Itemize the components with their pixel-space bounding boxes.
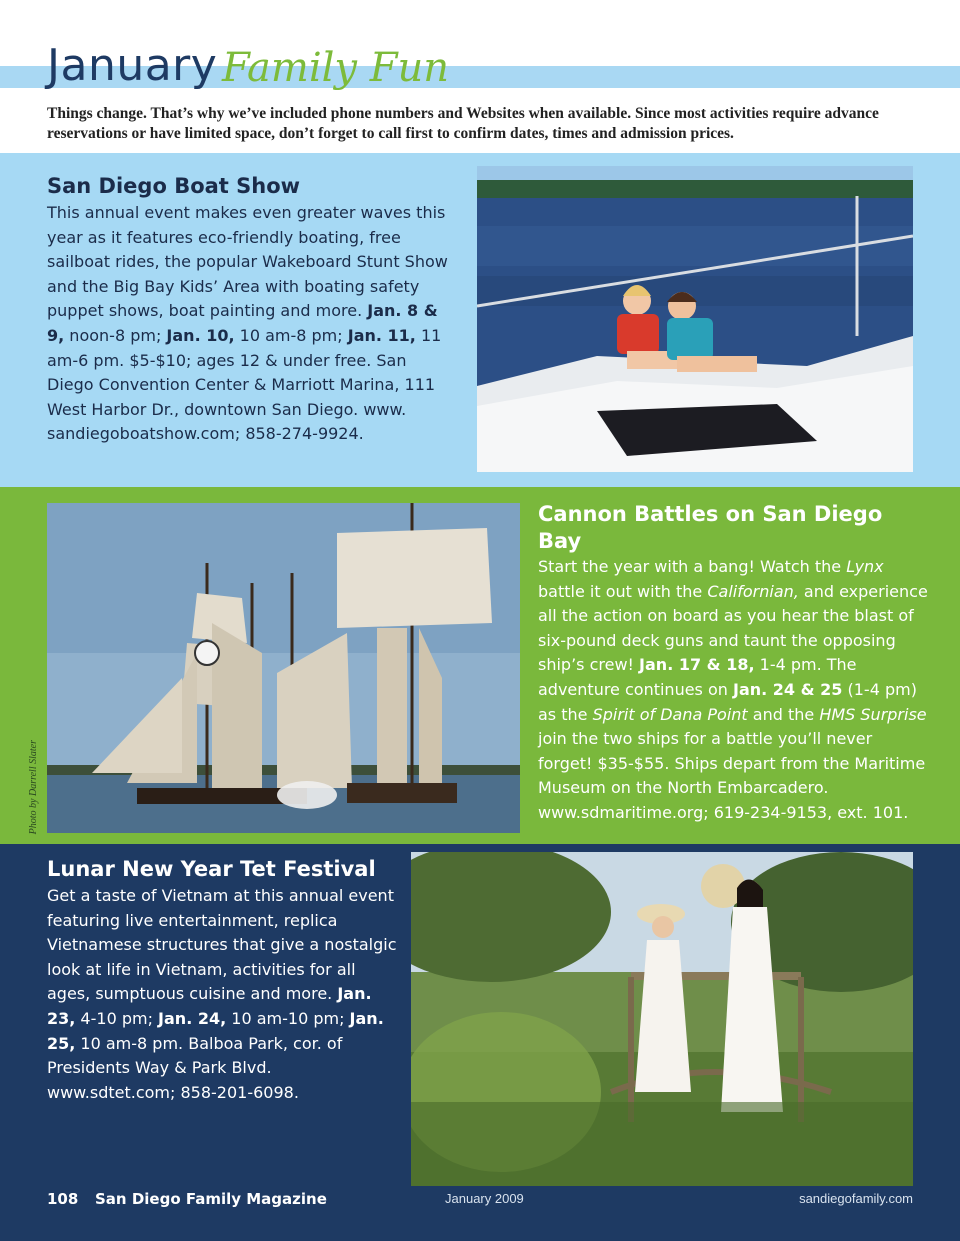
cannon-battles-body: Start the year with a bang! Watch the Lynx battle it out with the Californian, and experience all the action on board as you hear the blast of six-pound deck guns and taunt the opposing ship’s crew! Jan. 17 & 18, 1-4 pm. The adventure continues on Jan. 24 & 25 (1-4 pm) as the Spirit of Dana Point and the HMS Surprise join the two ships for a battle you’ll never forget! $35-$55. Ships depart from the Maritime Museum on the North Embarcadero. www.sdmaritime.org; 619-234-9153, ext. 101. xyxy=(538,557,928,822)
magazine-name: San Diego Family Magazine xyxy=(95,1190,327,1208)
tet-festival-photo xyxy=(411,852,913,1186)
photo-credit: Photo by Darrell Slater xyxy=(28,740,39,835)
issue-date: January 2009 xyxy=(445,1191,524,1206)
intro-text: Things change. That’s why we’ve included phone numbers and Websites when available. Since most activities require advance reservations or have limited space, don’t forget to call first to confirm dates, times and admission prices. xyxy=(47,105,879,142)
page-title: January xyxy=(47,40,218,91)
page-title-script: Family Fun xyxy=(222,45,449,91)
tall-ships-photo xyxy=(47,503,520,833)
tet-festival-section xyxy=(0,844,960,1241)
boat-show-title: San Diego Boat Show xyxy=(47,174,301,198)
boat-show-section xyxy=(0,153,960,487)
cannon-battles-title: Cannon Battles on San Diego Bay xyxy=(538,502,883,553)
boat-show-body: This annual event makes even greater waves this year as it features eco-friendly boating, free sailboat rides, the popular Wakeboard Stunt Show and the Big Bay Kids’ Area with boating safety puppet shows, boat painting and more. Jan. 8 & 9, noon-8 pm; Jan. 10, 10 am-8 pm; Jan. 11, 11 am-6 pm. $5-$10; ages 12 & under free. San Diego Convention Center & Marriott Marina, 111 West Harbor Dr., downtown San Diego. www. sandiegoboatshow.com; 858-274-9924. xyxy=(47,203,448,444)
tet-festival-body: Get a taste of Vietnam at this annual event featuring live entertainment, replica Vietnamese structures that give a nostalgic look at life in Vietnam, activities for all ages, sumptuous cuisine and more. Jan. 23, 4-10 pm; Jan. 24, 10 am-10 pm; Jan. 25, 10 am-8 pm. Balboa Park, cor. of Presidents Way & Park Blvd. www.sdtet.com; 858-201-6098. xyxy=(47,886,397,1102)
tet-festival-title: Lunar New Year Tet Festival xyxy=(47,857,376,881)
page-number: 108 xyxy=(47,1190,79,1208)
cannon-battles-section xyxy=(0,487,960,844)
website-link[interactable]: sandiegofamily.com xyxy=(799,1191,913,1206)
boat-kids-photo xyxy=(477,166,913,472)
